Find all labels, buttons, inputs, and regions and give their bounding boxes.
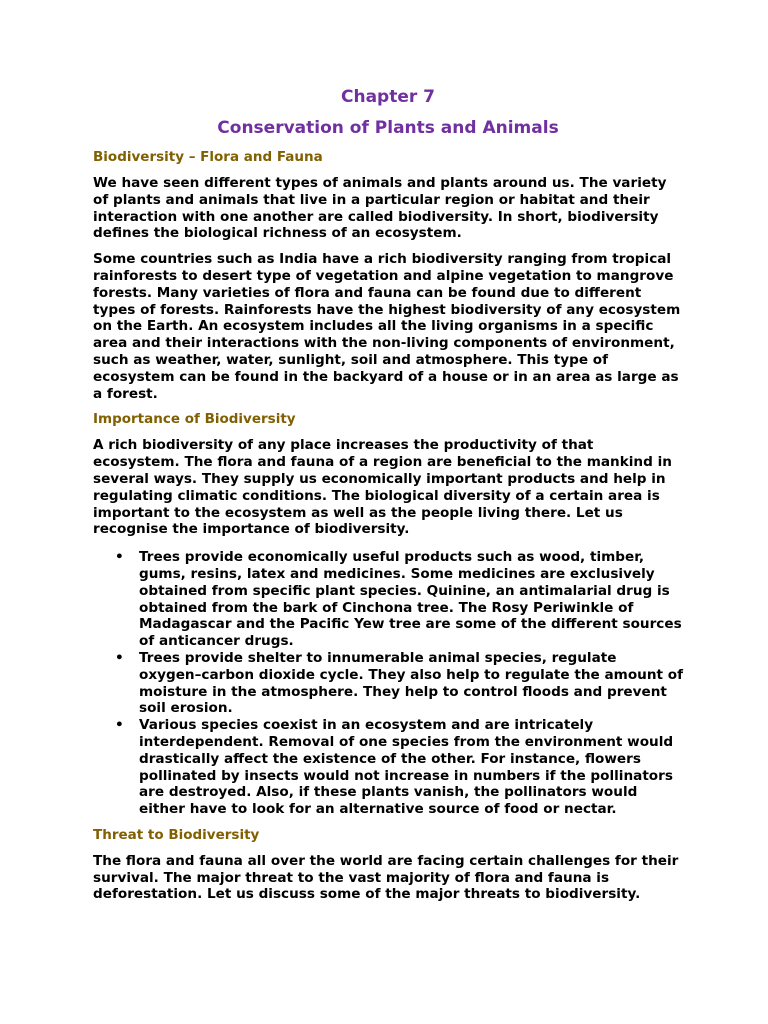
paragraph: We have seen different types of animals and plants around us. The variety of plants and animals that live in a particular region or habitat and their interaction with one another are called biodiversity. In short, biodiversity defines the biological richness of an ecosystem. [93, 175, 667, 242]
chapter-title: Conservation of Plants and Animals [217, 118, 559, 138]
section-heading-biodiversity: Biodiversity – Flora and Fauna [93, 149, 323, 165]
list-item [115, 549, 683, 650]
bullet-list [93, 549, 683, 818]
document-page [93, 86, 683, 903]
list-item-text: Trees provide shelter to innumerable animal species, regulate oxygen–carbon dioxide cycle. They also help to regulate the amount of moisture in the atmosphere. They help to control floods and prevent soil erosion. [139, 649, 684, 717]
paragraph: A rich biodiversity of any place increases the productivity of that ecosystem. The flora and fauna of a region are beneficial to the mankind in several ways. They supply us economically important products and help in regulating climatic conditions. The biological diversity of a certain area is important to the ecosystem as well as the people living there. Let us recognise the importance of biodiversity. [93, 437, 672, 538]
bullet-icon: • [115, 549, 124, 566]
list-item-text: Trees provide economically useful products such as wood, timber, gums, resins, latex and medicines. Some medicines are exclusively obtained from specific plant species. Quinine, an antimalarial drug is obtained from the bark of Cinchona tree. The Rosy Periwinkle of Madagascar and the Pacific Yew tree are some of the different sources of anticancer drugs. [139, 549, 682, 650]
list-item-text: Various species coexist in an ecosystem and are intricately interdependent. Removal of one species from the environment would drastically affect the existence of the other. For instance, flowers pollinated by insects would not increase in numbers if the pollinators are destroyed. Also, if these plants vanish, the pollinators would either have to look for an alternative source of food or nectar. [139, 717, 674, 818]
list-item [115, 717, 683, 818]
chapter-number: Chapter 7 [340, 87, 435, 107]
list-item [115, 649, 684, 717]
bullet-icon: • [115, 717, 124, 734]
paragraph: Some countries such as India have a rich biodiversity ranging from tropical rainforests to desert type of vegetation and alpine vegetation to mangrove forests. Many varieties of flora and fauna can be found due to different types of forests. Rainforests have the highest biodiversity of any ecosystem on the Earth. An ecosystem includes all the living organisms in a specific area and their interactions with the non-living components of environment, such as weather, water, sunlight, soil and atmosphere. This type of ecosystem can be found in the backyard of a house or in an area as large as a forest. [93, 251, 681, 402]
bullet-icon: • [115, 649, 124, 666]
section-heading-importance: Importance of Biodiversity [93, 411, 296, 428]
paragraph: The flora and fauna all over the world are facing certain challenges for their survival. The major threat to the vast majority of flora and fauna is deforestation. Let us discuss some of the major threats to biodiversity. [93, 852, 679, 903]
section-heading-threat: Threat to Biodiversity [93, 826, 260, 843]
